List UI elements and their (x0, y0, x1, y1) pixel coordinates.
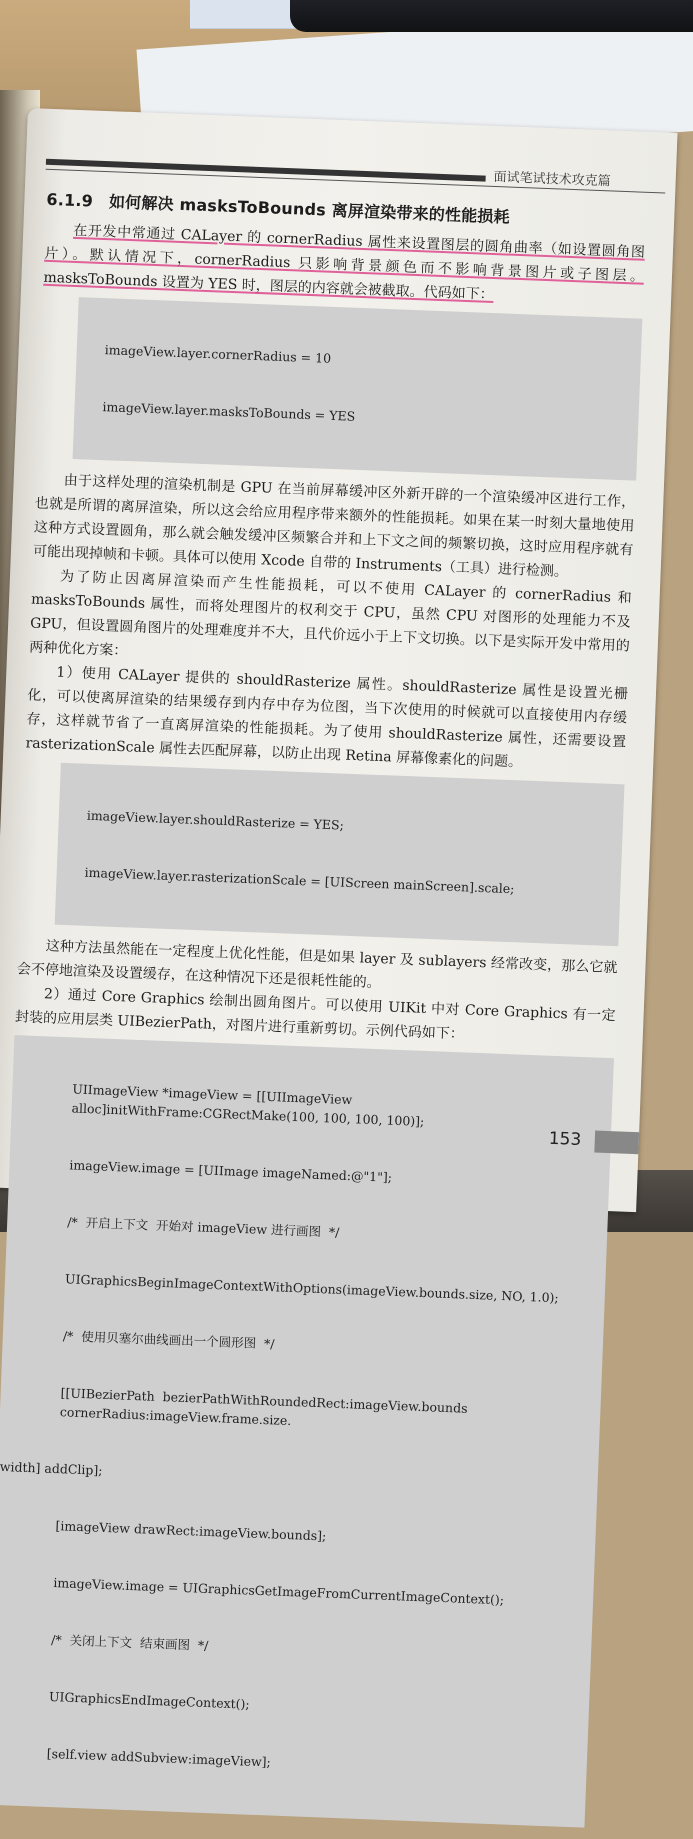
code-line: width] addClip]; (0, 1458, 103, 1478)
paragraph-3: 为了防止因离屏渲染而产生性能损耗，可以不使用 CALayer 的 cornerRadius 和 masksToBounds 属性，而将处理图片的权利交于 CPU，虽然 CPU 对图形的处理能力不及 GPU，但设置圆角图片的处理难度并不大，且代价远小于上下文切换。以下是实际开发中常用的两种优化方案： (28, 568, 632, 660)
code-line: imageView.layer.cornerRadius = 10 (104, 342, 332, 366)
paragraph-4: 1）使用 CALayer 提供的 shouldRasterize 属性。shouldRasterize 属性是设置光栅化，可以使离屏渲染的结果缓存到内存中存为位图，当下次使用的时候就可以直接使用内存缓存，这样就节省了一直离屏渲染的性能损耗。为了使用 shouldRasterize 属性，还需要设置 rasterizationScale 属性去匹配屏幕，以防止出现 Retina 屏幕像素化的问题。 (25, 664, 629, 771)
code-line: UIGraphicsBeginImageContextWithOptions(imageView.bounds.size, NO, 1.0); (64, 1271, 559, 1306)
code-line: [[UIBezierPath bezierPathWithRoundedRect:imageView.bounds cornerRadius:imageView.frame.size. (59, 1385, 492, 1429)
book-page (0, 108, 678, 1770)
code-line: imageView.layer.masksToBounds = YES (102, 399, 356, 424)
code-line: imageView.image = UIGraphicsGetImageFromCurrentImageContext(); (53, 1575, 505, 1608)
page-content (0, 187, 647, 1838)
code-block-2 (55, 763, 625, 947)
code-line: UIGraphicsEndImageContext(); (48, 1688, 250, 1712)
code-comment: /* 开启上下文 开始对 imageView 进行画图 */ (66, 1214, 340, 1240)
paragraph-6: 2）通过 Core Graphics 绘制出圆角图片。可以使用 UIKit 中对 Core Graphics 有一定封装的应用层类 UIBezierPath，对图片进行重新剪切。示例代码如下： (14, 986, 616, 1043)
code-comment: /* 使用贝塞尔曲线画出一个圆形图 */ (62, 1328, 275, 1352)
page-number-bar (594, 1131, 639, 1155)
paragraph-1: 在开发中常通过 CALayer 的 cornerRadius 属性来设置图层的圆角曲率（如设置圆角图片）。默认情况下，cornerRadius 只影响背景颜色而不影响背景图片或子图层。masksToBounds 设置为 YES 时，图层的内容就会被截取。代码如下： (43, 222, 646, 304)
paragraph-2: 由于这样处理的渲染机制是 GPU 在当前屏幕缓冲区外新开辟的一个渲染缓冲区进行工作，也就是所谓的离屏渲染，所以这会给应用程序带来额外的性能损耗。如果在某一时刻大量地使用这种方式设置圆角，那么就会触发缓冲区频繁合并和上下文之间的频繁切换，这时应用程序就有可能出现掉帧和卡顿。具体可以使用 Xcode 自带的 Instruments（工具）进行检测。 (32, 472, 636, 581)
paragraph-5: 这种方法虽然能在一定程度上优化性能，但是如果 layer 及 sublayers 经常改变，那么它就会不停地渲染及设置缓存，在这种情况下还是很耗性能的。 (16, 938, 618, 992)
code-block-3 (0, 1035, 614, 1827)
code-line: imageView.layer.rasterizationScale = [UIScreen mainScreen].scale; (84, 864, 515, 897)
code-block-1 (73, 297, 643, 481)
code-line: [self.view addSubview:imageView]; (46, 1745, 272, 1770)
code-line: imageView.layer.shouldRasterize = YES; (86, 807, 345, 833)
section-number: 6.1.9 (46, 189, 94, 211)
running-title: 面试笔试技术攻克篇 (493, 169, 611, 190)
page-number: 153 (548, 1128, 582, 1150)
code-comment: /* 关闭上下文 结束画图 */ (50, 1632, 209, 1654)
code-line: imageView.image = [UIImage imageNamed:@"1"]; (69, 1157, 393, 1185)
section-title: 如何解决 masksToBounds 离屏渲染带来的性能损耗 (108, 192, 511, 227)
code-line: [imageView drawRect:imageView.bounds]; (55, 1518, 327, 1544)
code-line: UIImageView *imageView = [[UIImageView alloc]initWithFrame:CGRectMake(100, 100, 100, 100)]; (71, 1081, 425, 1129)
pen-object (290, 0, 693, 32)
